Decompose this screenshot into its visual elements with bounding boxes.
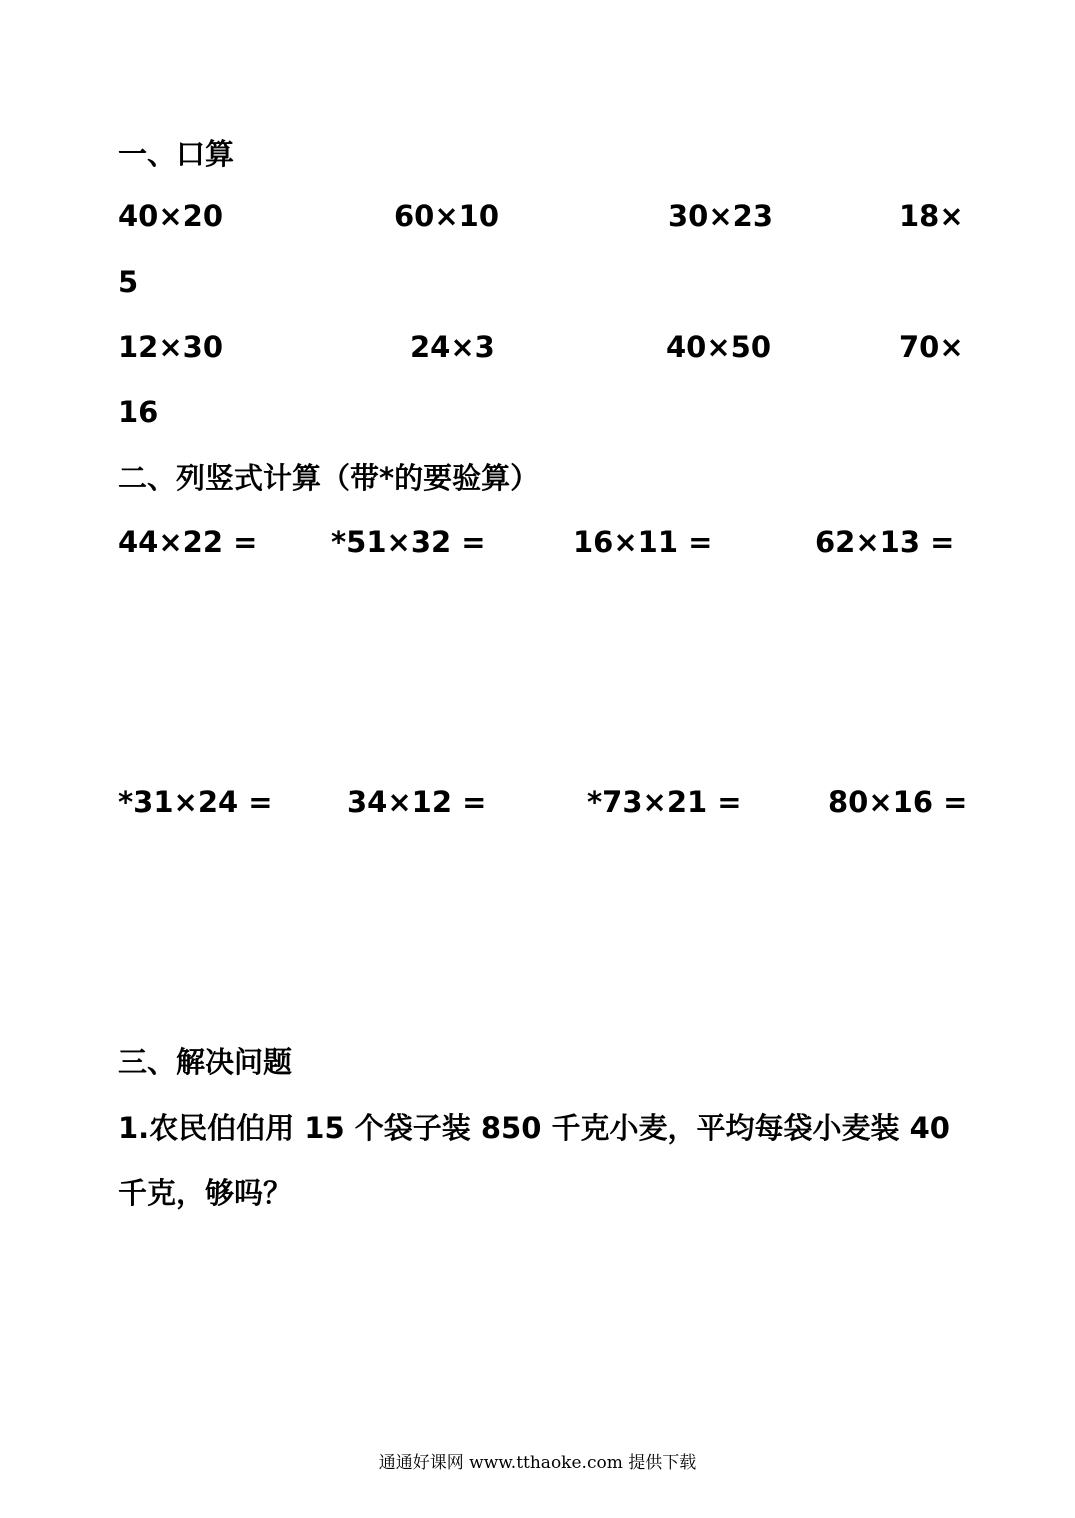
word-problem: 1.农民伯伯用 15 个袋子装 850 千克小麦，平均每袋小麦装 40 千克，够吗？ (118, 1111, 950, 1210)
oral-problem: 40×20 (118, 199, 224, 233)
vertical-problem: *31×24 = (118, 785, 273, 819)
oral-problem: 12×30 (118, 330, 224, 364)
vertical-problem: *73×21 = (587, 785, 742, 819)
oral-problem: 60×10 (394, 199, 500, 233)
oral-problem-wrap: 16 (118, 395, 159, 429)
oral-problem: 70× (899, 330, 964, 364)
vertical-problem: 80×16 = (828, 785, 968, 819)
vertical-problem: 34×12 = (347, 785, 487, 819)
footer-credit: 通通好课网 www.tthaoke.com 提供下载 (378, 1453, 697, 1473)
oral-problem: 24×3 (410, 330, 495, 364)
oral-problem: 18× (899, 199, 964, 233)
vertical-problem: 16×11 = (573, 525, 713, 559)
section1-heading: 一、口算 (118, 137, 235, 171)
vertical-problem: *51×32 = (331, 525, 486, 559)
section3-heading: 三、解决问题 (118, 1045, 293, 1079)
oral-problem: 40×50 (666, 330, 772, 364)
vertical-problem: 62×13 = (815, 525, 955, 559)
oral-problem: 30×23 (668, 199, 774, 233)
vertical-problem: 44×22 = (118, 525, 258, 559)
oral-problem-wrap: 5 (118, 265, 139, 299)
section2-heading: 二、列竖式计算（带*的要验算） (118, 461, 540, 495)
